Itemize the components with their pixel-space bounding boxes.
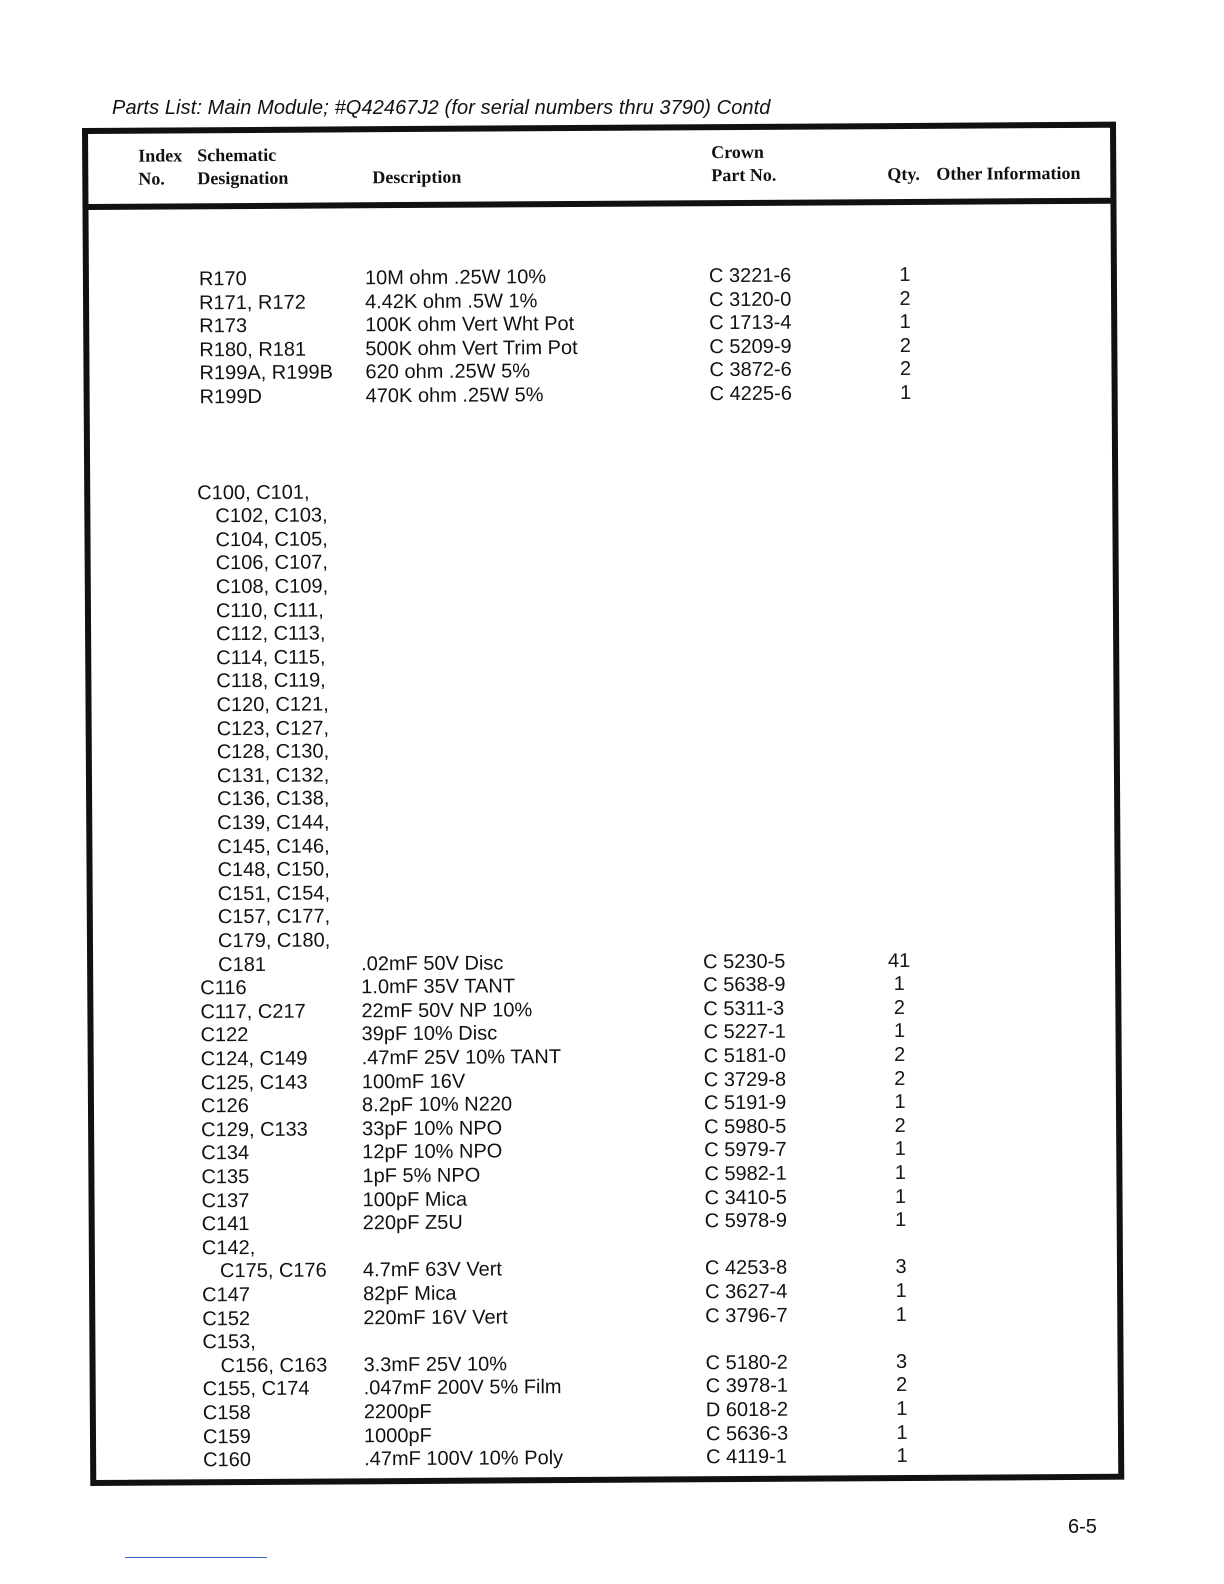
- designation-cell: C148, C150,: [217, 858, 330, 882]
- part-number-cell: C 5636-3: [705, 1422, 789, 1445]
- footer-rule: [125, 1557, 267, 1558]
- designation-cell: C135: [201, 1165, 250, 1189]
- designation-cell: C136, C138,: [217, 787, 330, 811]
- part-number-cell: C 5209-9: [709, 335, 792, 358]
- designation-cell: C117, C217: [200, 1000, 306, 1024]
- qty-cell: 3: [895, 1256, 907, 1279]
- designation-cell: C175, C176: [219, 1259, 327, 1283]
- qty-cell: 41: [887, 949, 911, 972]
- qty-cell: 1: [893, 973, 905, 996]
- designation-cell: C153,: [202, 1331, 256, 1354]
- designation-cell: C152: [202, 1307, 251, 1330]
- part-number-cell: C 5980-5: [704, 1115, 787, 1139]
- part-number-cell: C 5978-9: [704, 1209, 788, 1233]
- part-number-cell: C 4119-1: [706, 1445, 787, 1469]
- part-number-cell: D 6018-2: [705, 1398, 789, 1422]
- description-cell: 500K ohm Vert Trim Pot: [365, 336, 578, 361]
- description-cell: 4.7mF 63V Vert: [362, 1258, 503, 1282]
- part-number-cell: C 4225-6: [709, 382, 792, 406]
- designation-cell: R199A, R199B: [199, 361, 333, 385]
- header-description: Description: [372, 166, 462, 188]
- designation-cell: C141: [201, 1213, 250, 1236]
- table-header: [88, 128, 1110, 210]
- designation-cell: C179, C180,: [217, 929, 331, 953]
- qty-cell: 1: [895, 1209, 907, 1232]
- header-other-information: Other Information: [936, 162, 1081, 184]
- description-cell: 220mF 16V Vert: [363, 1306, 508, 1329]
- designation-cell: R180, R181: [199, 338, 307, 362]
- designation-cell: C147: [202, 1283, 251, 1307]
- designation-cell: C181: [218, 953, 266, 976]
- part-number-cell: C 5982-1: [704, 1162, 787, 1186]
- part-number-cell: C 4253-8: [704, 1257, 788, 1280]
- designation-cell: C128, C130,: [216, 740, 330, 764]
- part-number-cell: C 5979-7: [704, 1139, 787, 1162]
- part-number-cell: C 3978-1: [705, 1375, 789, 1398]
- qty-cell: 1: [900, 381, 912, 405]
- description-cell: 1000pF: [363, 1424, 432, 1447]
- designation-cell: C145, C146,: [217, 835, 330, 858]
- qty-cell: 1: [899, 311, 911, 334]
- part-number-cell: C 5181-0: [703, 1044, 787, 1068]
- designation-cell: C125, C143: [200, 1071, 308, 1094]
- parts-table: [82, 122, 1124, 1486]
- description-cell: 2200pF: [363, 1400, 432, 1424]
- qty-cell: 2: [894, 1114, 906, 1137]
- qty-cell: 2: [896, 1374, 908, 1397]
- description-cell: 39pF 10% Disc: [361, 1022, 498, 1046]
- designation-cell: C131, C132,: [216, 764, 330, 787]
- designation-cell: C114, C115,: [216, 646, 326, 669]
- designation-cell: R173: [199, 315, 248, 338]
- designation-cell: C158: [202, 1401, 251, 1425]
- header-index-no: Index No.: [138, 145, 183, 189]
- designation-cell: C122: [200, 1024, 249, 1047]
- table-row: [90, 380, 1112, 410]
- part-number-cell: C 3221-6: [708, 264, 792, 288]
- designation-cell: C155, C174: [202, 1378, 310, 1401]
- header-crown-part-no: Crown Part No.: [711, 141, 777, 186]
- designation-cell: C157, C177,: [217, 905, 331, 929]
- qty-cell: 2: [899, 287, 911, 310]
- qty-cell: 3: [895, 1350, 908, 1373]
- designation-cell: C116: [200, 977, 247, 1000]
- qty-cell: 1: [894, 1091, 906, 1114]
- qty-cell: 1: [894, 1161, 907, 1185]
- description-cell: 100pF Mica: [362, 1188, 468, 1211]
- page-number: 6-5: [1068, 1516, 1097, 1538]
- part-number-cell: C 3729-8: [703, 1068, 787, 1091]
- description-cell: 220pF Z5U: [362, 1211, 463, 1235]
- designation-cell: C151, C154,: [217, 882, 331, 905]
- description-cell: 82pF Mica: [363, 1282, 457, 1306]
- designation-cell: C160: [203, 1449, 252, 1472]
- description-cell: .02mF 50V Disc: [361, 952, 504, 975]
- qty-cell: 1: [896, 1421, 908, 1444]
- part-number-cell: C 3627-4: [705, 1280, 788, 1304]
- qty-cell: 1: [899, 263, 911, 287]
- designation-cell: C106, C107,: [215, 551, 329, 575]
- designation-cell: C112, C113,: [216, 622, 326, 646]
- designation-cell: C123, C127,: [216, 717, 330, 740]
- description-cell: 1pF 5% NPO: [362, 1164, 481, 1188]
- header-schematic-designation: Schematic Designation: [197, 144, 289, 189]
- designation-cell: C120, C121,: [216, 693, 329, 717]
- designation-cell: C159: [202, 1425, 251, 1448]
- description-cell: 4.42K ohm .5W 1%: [365, 289, 538, 313]
- designation-cell: C129, C133: [201, 1118, 308, 1142]
- description-cell: 470K ohm .25W 5%: [365, 384, 544, 408]
- part-number-cell: C 5638-9: [703, 973, 786, 997]
- qty-cell: 2: [893, 996, 906, 1019]
- description-cell: 8.2pF 10% N220: [361, 1093, 513, 1117]
- description-cell: 12pF 10% NPO: [362, 1140, 503, 1164]
- qty-cell: 1: [893, 1020, 906, 1043]
- description-cell: 3.3mF 25V 10%: [363, 1353, 508, 1377]
- qty-cell: 1: [895, 1303, 907, 1326]
- part-number-cell: C 5191-9: [703, 1091, 787, 1115]
- qty-cell: 1: [896, 1397, 908, 1421]
- description-cell: 10M ohm .25W 10%: [364, 266, 547, 290]
- description-cell: .47mF 100V 10% Poly: [364, 1447, 564, 1471]
- part-number-cell: C 5180-2: [705, 1351, 788, 1375]
- description-cell: .47mF 25V 10% TANT: [361, 1046, 562, 1070]
- part-number-cell: C 3410-5: [704, 1186, 787, 1209]
- table-body: [89, 204, 1119, 1480]
- designation-cell: C134: [201, 1142, 250, 1165]
- description-cell: 100mF 16V: [361, 1070, 466, 1093]
- qty-cell: 2: [894, 1067, 906, 1090]
- qty-cell: 2: [899, 334, 911, 357]
- designation-cell: C142,: [201, 1236, 256, 1260]
- designation-cell: C118, C119,: [216, 669, 326, 693]
- description-cell: 1.0mF 35V TANT: [361, 975, 516, 999]
- qty-cell: 1: [895, 1279, 907, 1303]
- description-cell: 620 ohm .25W 5%: [365, 360, 531, 384]
- part-number-cell: C 1713-4: [709, 311, 792, 335]
- designation-cell: C110, C111,: [215, 599, 324, 622]
- designation-cell: C139, C144,: [217, 811, 330, 835]
- table-row: [96, 1443, 1118, 1473]
- part-number-cell: C 5227-1: [703, 1021, 786, 1044]
- qty-cell: 1: [894, 1138, 906, 1161]
- designation-cell: C108, C109,: [215, 575, 329, 599]
- designation-cell: R199D: [199, 385, 262, 409]
- description-cell: .047mF 200V 5% Film: [363, 1376, 562, 1400]
- part-number-cell: C 3796-7: [705, 1304, 788, 1327]
- description-cell: 22mF 50V NP 10%: [361, 999, 533, 1023]
- designation-cell: C126: [200, 1095, 249, 1118]
- designation-cell: R171, R172: [199, 291, 306, 314]
- page-title: Parts List: Main Module; #Q42467J2 (for serial numbers thru 3790) Contd: [112, 97, 771, 119]
- part-number-cell: C 3120-0: [708, 288, 792, 311]
- description-cell: 33pF 10% NPO: [362, 1117, 503, 1141]
- part-number-cell: C 5230-5: [703, 950, 786, 973]
- header-qty: Qty.: [887, 163, 920, 185]
- designation-cell: R170: [198, 267, 247, 291]
- qty-cell: 1: [894, 1185, 907, 1208]
- designation-cell: C156, C163: [220, 1354, 328, 1377]
- qty-cell: 1: [896, 1445, 908, 1468]
- part-number-cell: C 3872-6: [709, 359, 792, 382]
- qty-cell: 2: [894, 1043, 906, 1067]
- qty-cell: 2: [899, 358, 912, 381]
- designation-cell: C102, C103,: [215, 504, 328, 528]
- part-number-cell: C 5311-3: [703, 997, 785, 1021]
- designation-cell: C104, C105,: [215, 528, 328, 551]
- designation-cell: C137: [201, 1189, 250, 1212]
- designation-cell: C124, C149: [200, 1047, 308, 1071]
- designation-cell: C100, C101,: [197, 481, 310, 504]
- description-cell: 100K ohm Vert Wht Pot: [365, 313, 575, 337]
